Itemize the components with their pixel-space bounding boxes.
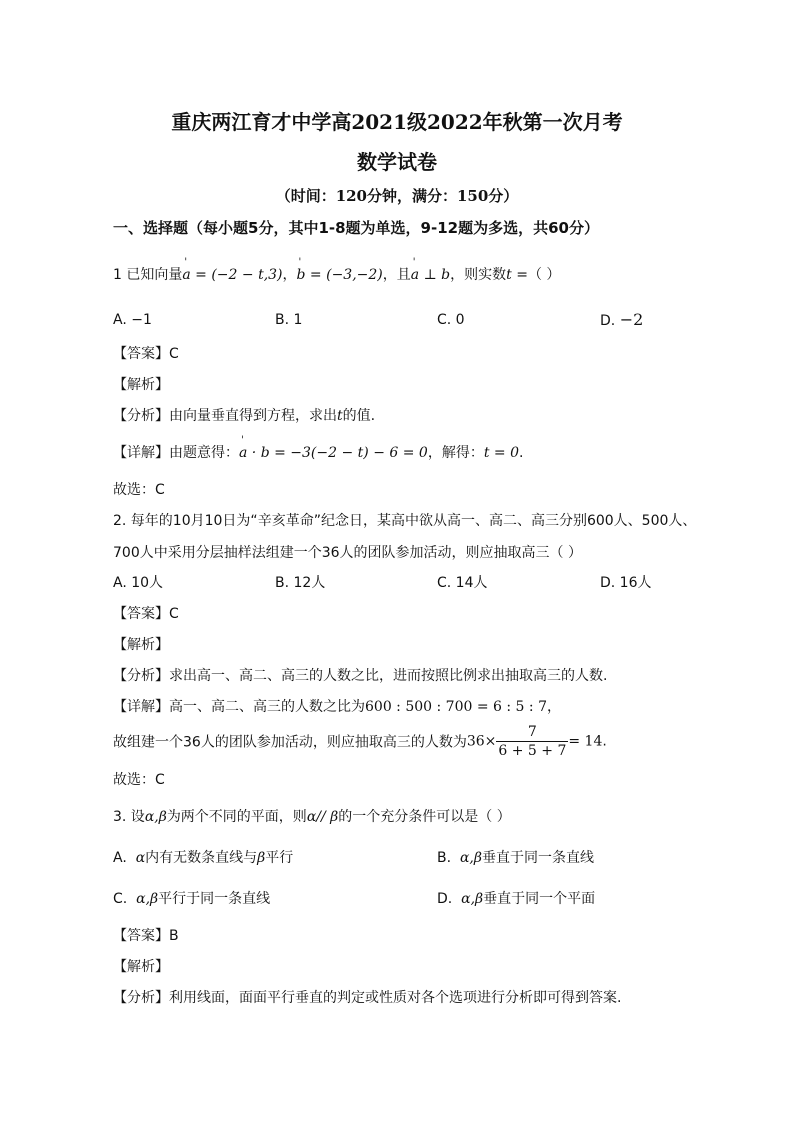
document-title: 重庆两江育才中学高2021级2022年秋第一次月考 — [171, 110, 623, 134]
q3-option-a-text: 内有无数条直线与 — [145, 850, 258, 866]
q1-comma: ， — [282, 267, 297, 283]
q2-calculation — [113, 723, 607, 760]
q3-option-d-alpha-beta: α,β — [461, 891, 484, 907]
q3-option-c — [113, 888, 270, 908]
q2-analysis-label: 【解析】 — [113, 637, 169, 653]
q2-fraction-denominator: 6 + 5 + 7 — [498, 743, 567, 759]
q3-alpha-beta: α,β — [144, 809, 167, 825]
q3-parallel: α// β — [306, 809, 339, 825]
q2-conclusion: 故选：C — [113, 772, 165, 788]
q1-fenxi-tail: 的值. — [342, 408, 376, 424]
q3-option-d — [437, 888, 595, 908]
q3-option-d-text: 垂直于同一个平面 — [483, 891, 596, 907]
q1-option-c: C. 0 — [437, 312, 465, 328]
q1-tail: ，则实数 — [450, 267, 507, 283]
q3-mid: 为两个不同的平面，则 — [166, 809, 307, 825]
q1-vector-a: ' a = (−2 − t,3) — [182, 267, 282, 283]
q1-option-b: B. 1 — [275, 312, 303, 328]
exam-info: （时间：120分钟，满分：150分） — [275, 187, 519, 205]
q1-analysis-label: 【解析】 — [113, 377, 169, 393]
q2-calc-prefix: 36× — [466, 733, 497, 750]
q3-option-a — [113, 847, 293, 867]
q1-xiangjie-text: 【详解】由题意得： — [113, 445, 239, 461]
q2-option-d: D. 16人 — [600, 575, 652, 591]
q1-vector-b: ' b = (−3,−2) — [297, 267, 383, 283]
question-3-stem — [113, 806, 511, 826]
question-2-line-2: 700人中采用分层抽样法组建一个36人的团队参加活动，则应抽取高三（ ） — [113, 545, 582, 561]
q1-xiangjie-equation: ' a · b = −3(−2 − t) − 6 = 0 — [239, 445, 428, 461]
q1-conclusion: 故选：C — [113, 482, 165, 498]
question-1-stem — [113, 264, 560, 284]
q1-perp: ' a ⊥ b — [411, 267, 450, 283]
q2-calc-end: . — [602, 733, 607, 750]
q3-option-c-text: 平行于同一条直线 — [158, 891, 271, 907]
q2-option-a: A. 10人 — [113, 575, 164, 591]
q1-option-d-value: −2 — [619, 310, 644, 329]
q3-fenxi: 【分析】利用线面，面面平行垂直的判定或性质对各个选项进行分析即可得到答案. — [113, 990, 622, 1006]
q3-option-c-alpha-beta: α,β — [136, 891, 159, 907]
q2-ratio: 600 : 500 : 700 = 6 : 5 : 7 — [365, 699, 547, 715]
q1-mid: ，且 — [382, 267, 411, 283]
q2-fraction-numerator: 7 — [496, 723, 568, 742]
q1-fenxi-text: 【分析】由向量垂直得到方程，求出 — [113, 408, 337, 424]
q2-fraction — [496, 723, 568, 760]
q3-option-a-beta: β — [257, 850, 266, 866]
q1-fenxi — [113, 405, 375, 425]
q1-answer: 【答案】C — [113, 346, 179, 362]
q3-option-b-label: B. — [437, 850, 452, 866]
q3-option-c-label: C. — [113, 891, 128, 907]
question-2-line-1: 2. 每年的10月10日为“辛亥革命”纪念日，某高中欲从高一、高二、高三分别600人、500人、 — [113, 513, 697, 529]
q3-answer: 【答案】B — [113, 928, 179, 944]
q1-option-d — [600, 310, 643, 329]
section-heading: 一、选择题（每小题5分，其中1-8题为单选，9-12题为多选，共60分） — [113, 219, 599, 237]
q3-analysis-label: 【解析】 — [113, 959, 169, 975]
q2-fenxi: 【分析】求出高一、高二、高三的人数之比，进而按照比例求出抽取高三的人数. — [113, 668, 608, 684]
q3-prefix: 3. 设 — [113, 809, 145, 825]
q3-option-a-alpha: α — [135, 850, 146, 866]
q1-fenxi-var: t — [337, 408, 343, 424]
q1-xiangjie — [113, 442, 523, 462]
q2-option-b: B. 12人 — [275, 575, 326, 591]
q3-option-b-alpha-beta: α,β — [459, 850, 482, 866]
q1-xiangjie-mid: ，解得： — [427, 445, 484, 461]
document-subtitle: 数学试卷 — [357, 150, 437, 174]
q1-option-d-label: D. — [600, 313, 616, 329]
q2-calc-result: = 14 — [568, 733, 603, 750]
q3-option-b — [437, 847, 594, 867]
q3-option-a-end: 平行 — [265, 850, 294, 866]
q1-option-a: A. −1 — [113, 312, 152, 328]
q1-blank: （ ） — [527, 267, 561, 283]
q2-xiangjie — [113, 696, 561, 716]
q2-ratio-end: ， — [547, 699, 561, 715]
q1-xiangjie-result: t = 0 — [483, 445, 519, 461]
q3-option-b-text: 垂直于同一条直线 — [481, 850, 594, 866]
q3-option-a-label: A. — [113, 850, 127, 866]
q1-prefix: 1 已知向量 — [113, 267, 183, 283]
q2-answer: 【答案】C — [113, 606, 179, 622]
q3-option-d-label: D. — [437, 891, 453, 907]
q2-calc-text: 故组建一个36人的团队参加活动，则应抽取高三的人数为 — [113, 734, 467, 751]
q1-xiangjie-end: . — [519, 445, 524, 461]
q3-tail: 的一个充分条件可以是（ ） — [338, 809, 511, 825]
q2-option-c: C. 14人 — [437, 575, 488, 591]
q2-xiangjie-text: 【详解】高一、高二、高三的人数之比为 — [113, 699, 365, 715]
q1-var-t: t = — [506, 267, 528, 283]
